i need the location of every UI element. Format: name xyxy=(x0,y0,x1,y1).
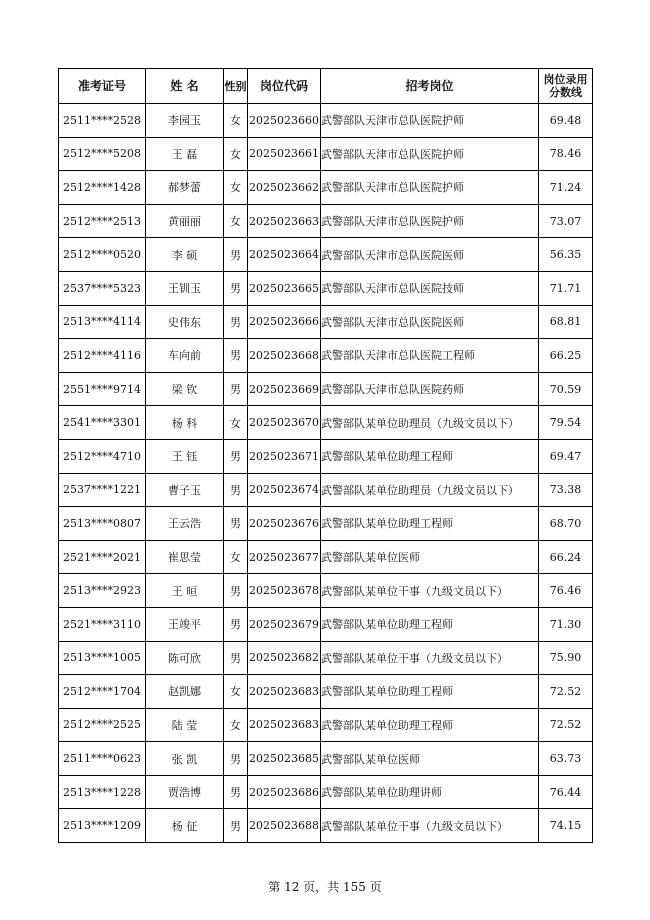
cell-name: 贾浩博 xyxy=(146,775,224,809)
cell-score-line: 72.52 xyxy=(539,675,593,709)
cell-recruitment-post: 武警部队天津市总队医院护师 xyxy=(321,171,539,205)
cell-recruitment-post: 武警部队天津市总队医院护师 xyxy=(321,204,539,238)
cell-ticket-number: 2512****1704 xyxy=(59,675,146,709)
cell-recruitment-post: 武警部队某单位干事（九级文员以下） xyxy=(321,641,539,675)
cell-score-line: 76.46 xyxy=(539,574,593,608)
cell-post-code: 2025023662 xyxy=(248,171,321,205)
table-header-row xyxy=(59,69,593,104)
table-row xyxy=(59,204,593,238)
cell-ticket-number: 2537****5323 xyxy=(59,271,146,305)
cell-score-line: 78.46 xyxy=(539,137,593,171)
table-row xyxy=(59,171,593,205)
cell-score-line: 73.38 xyxy=(539,473,593,507)
cell-name: 黄丽丽 xyxy=(146,204,224,238)
cell-post-code: 2025023683 xyxy=(248,708,321,742)
cell-recruitment-post: 武警部队天津市总队医院药师 xyxy=(321,372,539,406)
cell-name: 王云浩 xyxy=(146,507,224,541)
header-gender: 性别 xyxy=(224,69,248,104)
cell-gender: 女 xyxy=(224,171,248,205)
cell-name: 车向前 xyxy=(146,339,224,373)
cell-ticket-number: 2512****0520 xyxy=(59,238,146,272)
cell-post-code: 2025023683 xyxy=(248,675,321,709)
table-row xyxy=(59,339,593,373)
cell-ticket-number: 2551****9714 xyxy=(59,372,146,406)
cell-name: 崔思莹 xyxy=(146,540,224,574)
cell-name: 李园玉 xyxy=(146,104,224,138)
cell-score-line: 76.44 xyxy=(539,775,593,809)
cell-ticket-number: 2511****2528 xyxy=(59,104,146,138)
cell-name: 李 硕 xyxy=(146,238,224,272)
table-row xyxy=(59,305,593,339)
table-row xyxy=(59,406,593,440)
page-footer: 第 12 页，共 155 页 xyxy=(268,880,382,894)
cell-post-code: 2025023688 xyxy=(248,809,321,843)
cell-recruitment-post: 武警部队天津市总队医院护师 xyxy=(321,137,539,171)
header-name: 姓 名 xyxy=(146,69,224,104)
cell-recruitment-post: 武警部队某单位医师 xyxy=(321,540,539,574)
cell-post-code: 2025023669 xyxy=(248,372,321,406)
cell-name: 曹子玉 xyxy=(146,473,224,507)
cell-recruitment-post: 武警部队某单位助理讲师 xyxy=(321,775,539,809)
cell-ticket-number: 2513****1228 xyxy=(59,775,146,809)
table-row xyxy=(59,137,593,171)
cell-gender: 男 xyxy=(224,305,248,339)
cell-score-line: 72.52 xyxy=(539,708,593,742)
cell-recruitment-post: 武警部队天津市总队医院医师 xyxy=(321,305,539,339)
table-row xyxy=(59,775,593,809)
header-post-code: 岗位代码 xyxy=(248,69,321,104)
cell-ticket-number: 2512****5208 xyxy=(59,137,146,171)
cell-score-line: 56.35 xyxy=(539,238,593,272)
cell-recruitment-post: 武警部队某单位助理工程师 xyxy=(321,607,539,641)
table-row xyxy=(59,238,593,272)
cell-recruitment-post: 武警部队某单位助理员（九级文员以下） xyxy=(321,406,539,440)
cell-ticket-number: 2512****2525 xyxy=(59,708,146,742)
cell-post-code: 2025023685 xyxy=(248,742,321,776)
cell-ticket-number: 2512****4710 xyxy=(59,439,146,473)
cell-score-line: 73.07 xyxy=(539,204,593,238)
table-row xyxy=(59,104,593,138)
cell-ticket-number: 2513****1209 xyxy=(59,809,146,843)
cell-post-code: 2025023664 xyxy=(248,238,321,272)
cell-ticket-number: 2537****1221 xyxy=(59,473,146,507)
table-row xyxy=(59,372,593,406)
cell-recruitment-post: 武警部队某单位干事（九级文员以下） xyxy=(321,574,539,608)
table-row xyxy=(59,507,593,541)
cell-post-code: 2025023665 xyxy=(248,271,321,305)
cell-gender: 女 xyxy=(224,204,248,238)
cell-score-line: 69.47 xyxy=(539,439,593,473)
cell-gender: 男 xyxy=(224,742,248,776)
cell-gender: 男 xyxy=(224,271,248,305)
cell-name: 王钏玉 xyxy=(146,271,224,305)
cell-recruitment-post: 武警部队某单位助理工程师 xyxy=(321,439,539,473)
cell-gender: 男 xyxy=(224,238,248,272)
cell-recruitment-post: 武警部队某单位干事（九级文员以下） xyxy=(321,809,539,843)
cell-post-code: 2025023661 xyxy=(248,137,321,171)
cell-recruitment-post: 武警部队天津市总队医院技师 xyxy=(321,271,539,305)
cell-gender: 男 xyxy=(224,641,248,675)
cell-recruitment-post: 武警部队某单位助理工程师 xyxy=(321,708,539,742)
cell-name: 陆 莹 xyxy=(146,708,224,742)
cell-gender: 女 xyxy=(224,104,248,138)
cell-post-code: 2025023674 xyxy=(248,473,321,507)
cell-post-code: 2025023682 xyxy=(248,641,321,675)
table-row xyxy=(59,809,593,843)
header-ticket-number: 准考证号 xyxy=(59,69,146,104)
table-row xyxy=(59,540,593,574)
cell-post-code: 2025023676 xyxy=(248,507,321,541)
cell-recruitment-post: 武警部队某单位医师 xyxy=(321,742,539,776)
cell-ticket-number: 2541****3301 xyxy=(59,406,146,440)
cell-ticket-number: 2513****4114 xyxy=(59,305,146,339)
cell-gender: 男 xyxy=(224,507,248,541)
cell-ticket-number: 2513****2923 xyxy=(59,574,146,608)
cell-post-code: 2025023679 xyxy=(248,607,321,641)
cell-gender: 女 xyxy=(224,708,248,742)
cell-ticket-number: 2513****0807 xyxy=(59,507,146,541)
header-score-line: 岗位录用分数线 xyxy=(539,69,593,104)
cell-gender: 男 xyxy=(224,775,248,809)
cell-post-code: 2025023671 xyxy=(248,439,321,473)
admission-score-table xyxy=(58,68,593,843)
cell-gender: 男 xyxy=(224,607,248,641)
cell-post-code: 2025023670 xyxy=(248,406,321,440)
cell-ticket-number: 2521****3110 xyxy=(59,607,146,641)
table-row xyxy=(59,742,593,776)
cell-score-line: 63.73 xyxy=(539,742,593,776)
cell-name: 王 磊 xyxy=(146,137,224,171)
cell-score-line: 68.70 xyxy=(539,507,593,541)
cell-score-line: 75.90 xyxy=(539,641,593,675)
table-row xyxy=(59,473,593,507)
cell-post-code: 2025023668 xyxy=(248,339,321,373)
table-row xyxy=(59,607,593,641)
cell-ticket-number: 2513****1005 xyxy=(59,641,146,675)
table-row xyxy=(59,439,593,473)
cell-recruitment-post: 武警部队某单位助理员（九级文员以下） xyxy=(321,473,539,507)
cell-score-line: 70.59 xyxy=(539,372,593,406)
cell-score-line: 68.81 xyxy=(539,305,593,339)
table-row xyxy=(59,574,593,608)
cell-gender: 女 xyxy=(224,540,248,574)
cell-recruitment-post: 武警部队某单位助理工程师 xyxy=(321,675,539,709)
cell-gender: 男 xyxy=(224,372,248,406)
cell-name: 史伟东 xyxy=(146,305,224,339)
cell-post-code: 2025023686 xyxy=(248,775,321,809)
cell-recruitment-post: 武警部队某单位助理工程师 xyxy=(321,507,539,541)
table-row xyxy=(59,641,593,675)
cell-recruitment-post: 武警部队天津市总队医院医师 xyxy=(321,238,539,272)
cell-name: 郝梦蕾 xyxy=(146,171,224,205)
cell-score-line: 66.25 xyxy=(539,339,593,373)
cell-post-code: 2025023678 xyxy=(248,574,321,608)
cell-post-code: 2025023666 xyxy=(248,305,321,339)
table-row xyxy=(59,675,593,709)
cell-gender: 男 xyxy=(224,439,248,473)
cell-name: 赵凯娜 xyxy=(146,675,224,709)
cell-score-line: 71.24 xyxy=(539,171,593,205)
cell-gender: 女 xyxy=(224,675,248,709)
cell-post-code: 2025023663 xyxy=(248,204,321,238)
cell-gender: 男 xyxy=(224,339,248,373)
cell-ticket-number: 2512****4116 xyxy=(59,339,146,373)
cell-gender: 男 xyxy=(224,473,248,507)
cell-score-line: 71.71 xyxy=(539,271,593,305)
cell-score-line: 71.30 xyxy=(539,607,593,641)
cell-name: 张 凯 xyxy=(146,742,224,776)
cell-name: 王竣平 xyxy=(146,607,224,641)
cell-score-line: 66.24 xyxy=(539,540,593,574)
cell-post-code: 2025023677 xyxy=(248,540,321,574)
cell-name: 杨 征 xyxy=(146,809,224,843)
cell-ticket-number: 2511****0623 xyxy=(59,742,146,776)
cell-ticket-number: 2512****1428 xyxy=(59,171,146,205)
cell-ticket-number: 2512****2513 xyxy=(59,204,146,238)
cell-name: 王 钰 xyxy=(146,439,224,473)
cell-gender: 女 xyxy=(224,137,248,171)
cell-recruitment-post: 武警部队天津市总队医院护师 xyxy=(321,104,539,138)
cell-name: 梁 钦 xyxy=(146,372,224,406)
cell-name: 陈可欣 xyxy=(146,641,224,675)
cell-score-line: 79.54 xyxy=(539,406,593,440)
cell-name: 王 晅 xyxy=(146,574,224,608)
cell-score-line: 74.15 xyxy=(539,809,593,843)
cell-score-line: 69.48 xyxy=(539,104,593,138)
cell-post-code: 2025023660 xyxy=(248,104,321,138)
cell-recruitment-post: 武警部队天津市总队医院工程师 xyxy=(321,339,539,373)
cell-ticket-number: 2521****2021 xyxy=(59,540,146,574)
header-recruitment-post: 招考岗位 xyxy=(321,69,539,104)
cell-gender: 男 xyxy=(224,809,248,843)
table-body xyxy=(59,104,593,843)
cell-gender: 男 xyxy=(224,574,248,608)
table-row xyxy=(59,708,593,742)
cell-name: 杨 科 xyxy=(146,406,224,440)
cell-gender: 女 xyxy=(224,406,248,440)
table-row xyxy=(59,271,593,305)
